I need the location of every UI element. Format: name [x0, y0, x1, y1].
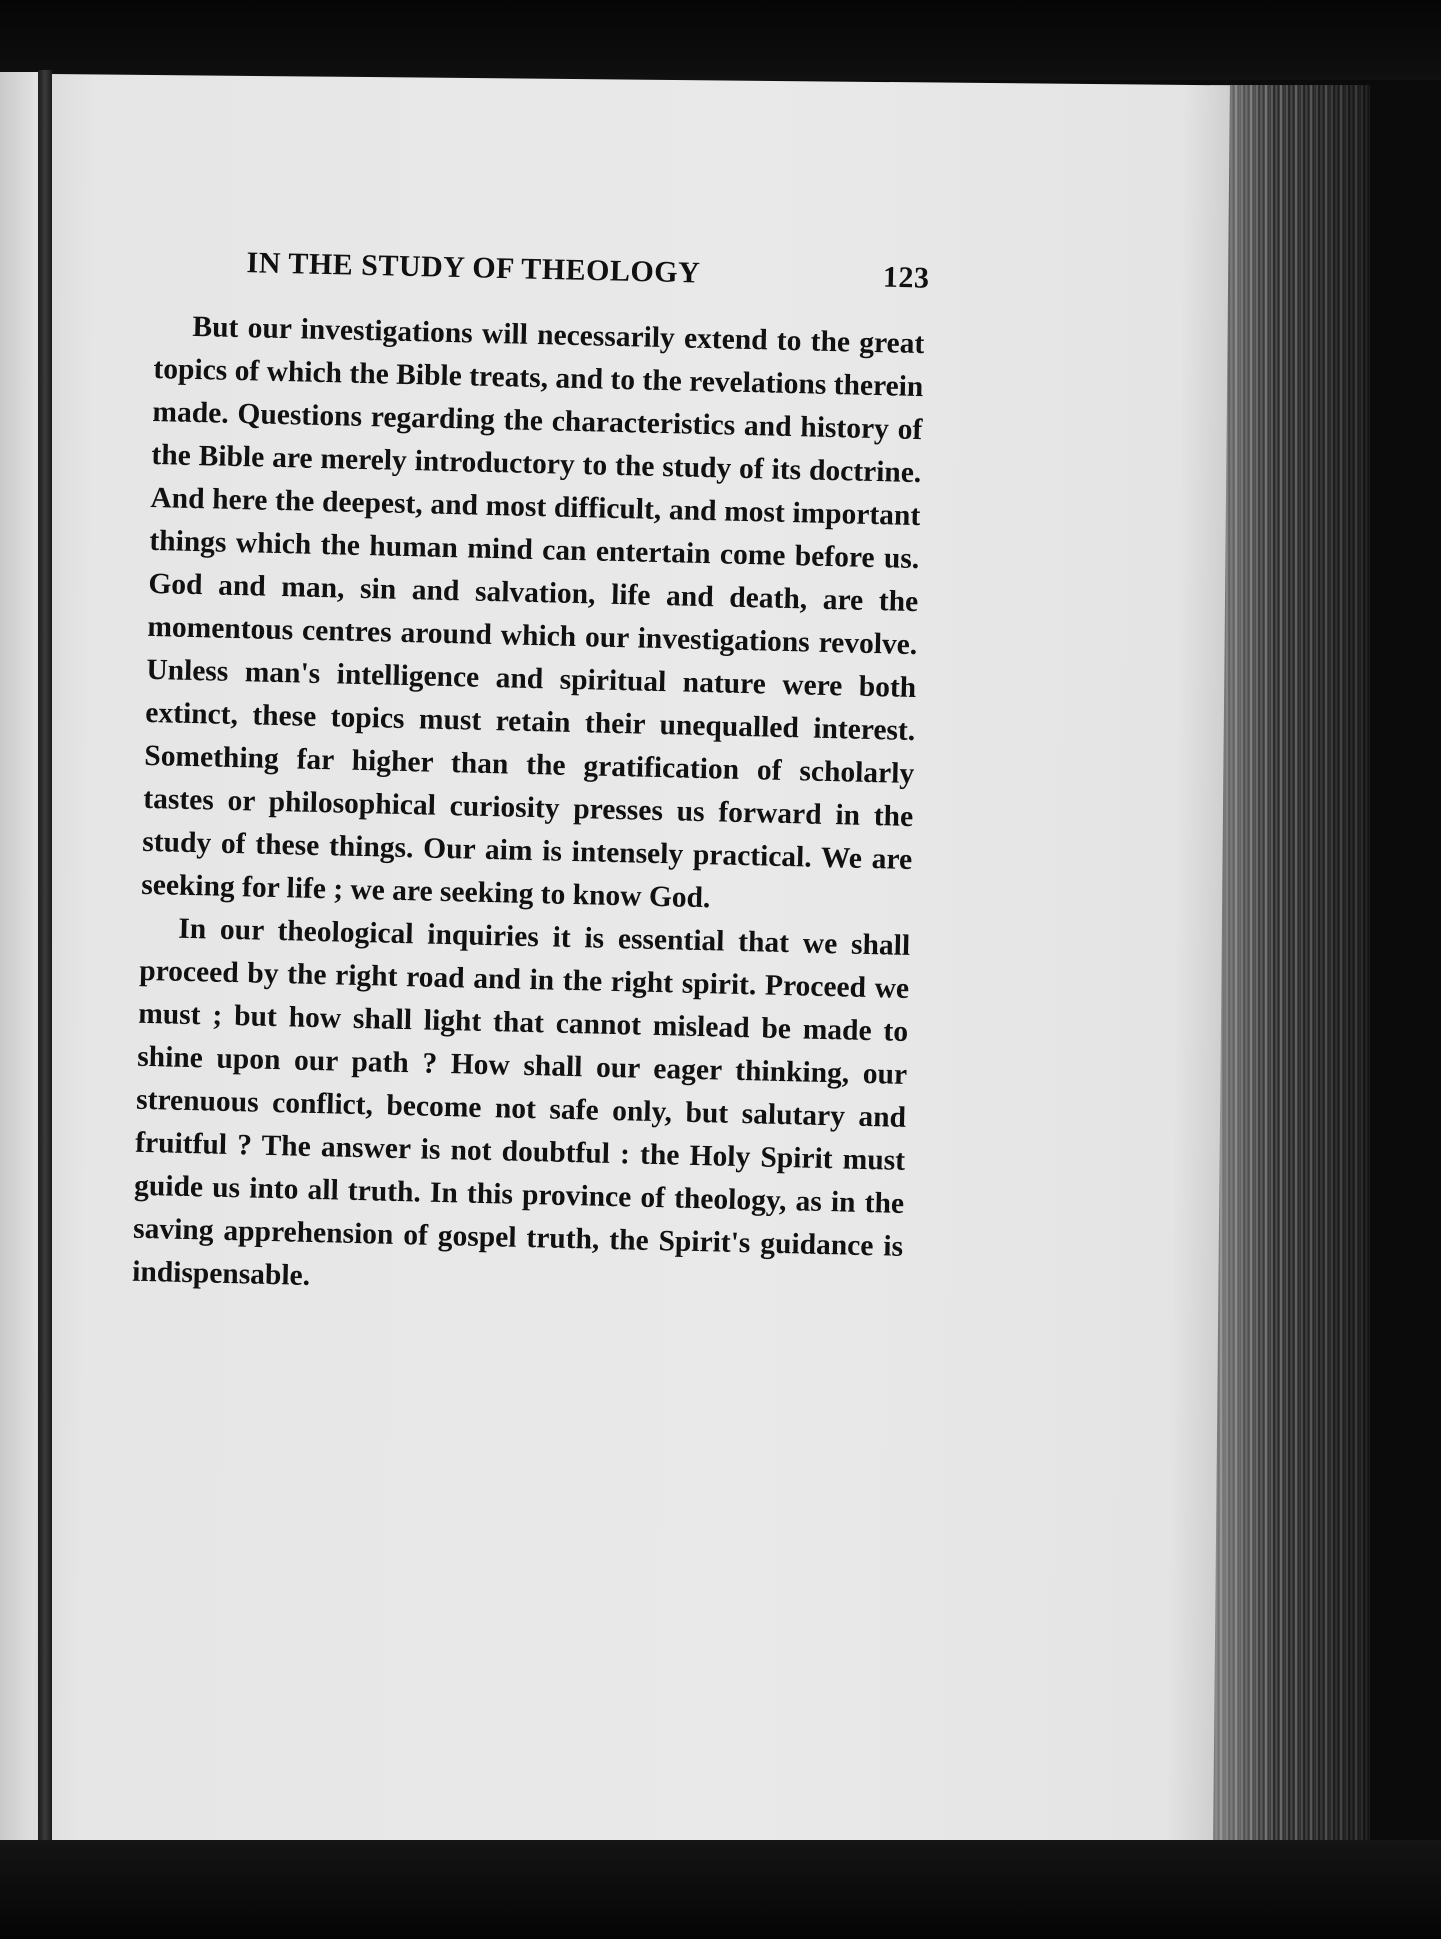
- book-spine-gutter: [38, 70, 52, 1860]
- scan-bottom-edge: [0, 1840, 1441, 1939]
- book-page-edges-shade: [1210, 85, 1370, 1875]
- running-head-title: IN THE STUDY OF THEOLOGY: [246, 246, 701, 290]
- body-text: [132, 305, 925, 1312]
- scan-top-edge: [0, 0, 1441, 80]
- paragraph-investigations: But our investigations will necessarily extend to the great topics of which the Bible treats, and to the revelations therein made. Questions regarding the characteristics and history of the Bible are merely introductory to the study of its doctrine. And here the deepest, and most difficult, and most important things which the human mind can entertain come before us. God and man, sin and salvation, life and death, are the momentous centres around which our investigations revolve. Unless man's intelligence and spiritual nature were both extinct, these topics must retain their unequalled interest. Something far higher than the gratification of scholarly tastes or philosophical curiosity presses us forward in the study of these things. Our aim is intensely practical. We are seeking for life ; we are seeking to know God.: [140, 310, 925, 915]
- page-number: 123: [882, 260, 930, 295]
- paragraph-theological-inquiries: In our theological inquiries it is essential that we shall proceed by the right road and in the right spirit. Proceed we must ; but how shall light that cannot mislead be made to shine upon our path ? How shall our eager thinking, our strenuous conflict, become not safe only, but salutary and fruitful ? The answer is not doubtful : the Holy Spirit must guide us into all truth. In this province of theology, as in the saving apprehension of gospel truth, the Spirit's guidance is indispensable.: [131, 912, 911, 1292]
